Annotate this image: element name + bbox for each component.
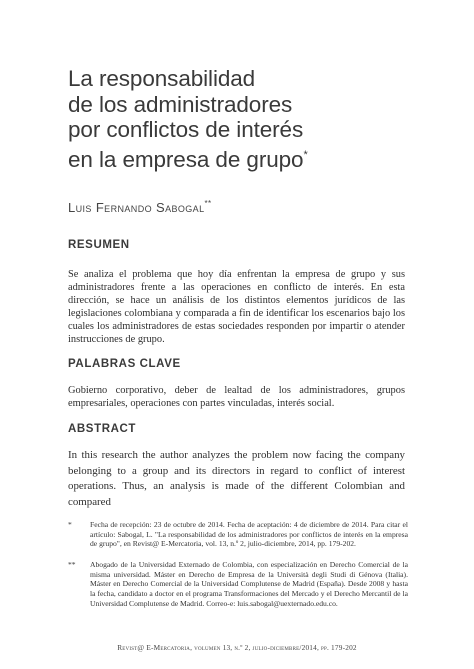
title-footnote-marker: * [303, 148, 308, 161]
article-title [68, 66, 428, 172]
abstract-text: In this research the author analyzes the problem now facing the company belonging to a group and its directors in regard to conflict of interest operations. Thus, an analysis is made of the different Colombian and compared [68, 449, 405, 508]
title-line-3: por conflictos de interés [68, 117, 304, 142]
author-footnote-marker: ** [204, 199, 212, 208]
resumen-text: Se analiza el problema que hoy día enfrentan la empresa de grupo y sus administradores frente a las operaciones en conflicto de interés. En esta dirección, se hace un análisis de los distintos elementos jurídicos de las legislaciones colombiana y comparada a fin de identificar los escenarios bajo los cuales los administradores de estas sociedades responden por impartir o atender instrucciones de grupo. [68, 269, 405, 346]
footnote-2 [68, 560, 408, 609]
author-line [68, 199, 212, 215]
abstract-heading: ABSTRACT [68, 423, 137, 435]
palabras-clave-text: Gobierno corporativo, deber de lealtad de los administradores, grupos empresariales, operaciones con partes vinculadas, interés social. [68, 385, 405, 410]
footnote-1 [68, 520, 408, 549]
footnote-2-text: Abogado de la Universidad Externado de Colombia, con especialización en Derecho Comercial de la misma universidad. Máster en Derecho de Empresa de la Università degli Studi di Génova (Italia). Máster en Derecho Comercial de la Universidad Complutense de Madrid (España). Desde 2008 y hasta la fecha, candidato a doctor en el programa Transformaciones del Mercado y el Derecho Mercantil de la Universidad Complutense de Madrid. Correo-e: luis.sabogal@uexternado.edu.co. [90, 560, 408, 608]
title-line-1: La responsabilidad [68, 66, 256, 91]
title-line-2: de los administradores [68, 91, 293, 117]
author-name: Luis Fernando Sabogal [68, 200, 205, 215]
title-line-4: en la empresa de grupo [68, 146, 304, 172]
page-footer: Revist@ E-Mercatoria, volumen 13, n.º 2, julio-diciembre/2014, pp. 179-202 [117, 643, 357, 652]
resumen-heading: RESUMEN [68, 239, 130, 251]
palabras-clave-heading: PALABRAS CLAVE [68, 358, 181, 370]
footnote-2-mark: ** [68, 560, 76, 569]
footnote-1-text: Fecha de recepción: 23 de octubre de 2014. Fecha de aceptación: 4 de diciembre de 2014. Para citar el artículo: Sabogal, L. "La responsabilidad de los administradores por conflictos de interés en la empresa de grupo", en Revist@ E-Mercatoria, vol. 13, n.º 2, julio-diciembre, 2014, pp. 179-202. [90, 520, 408, 549]
footnote-1-mark: * [68, 520, 72, 529]
